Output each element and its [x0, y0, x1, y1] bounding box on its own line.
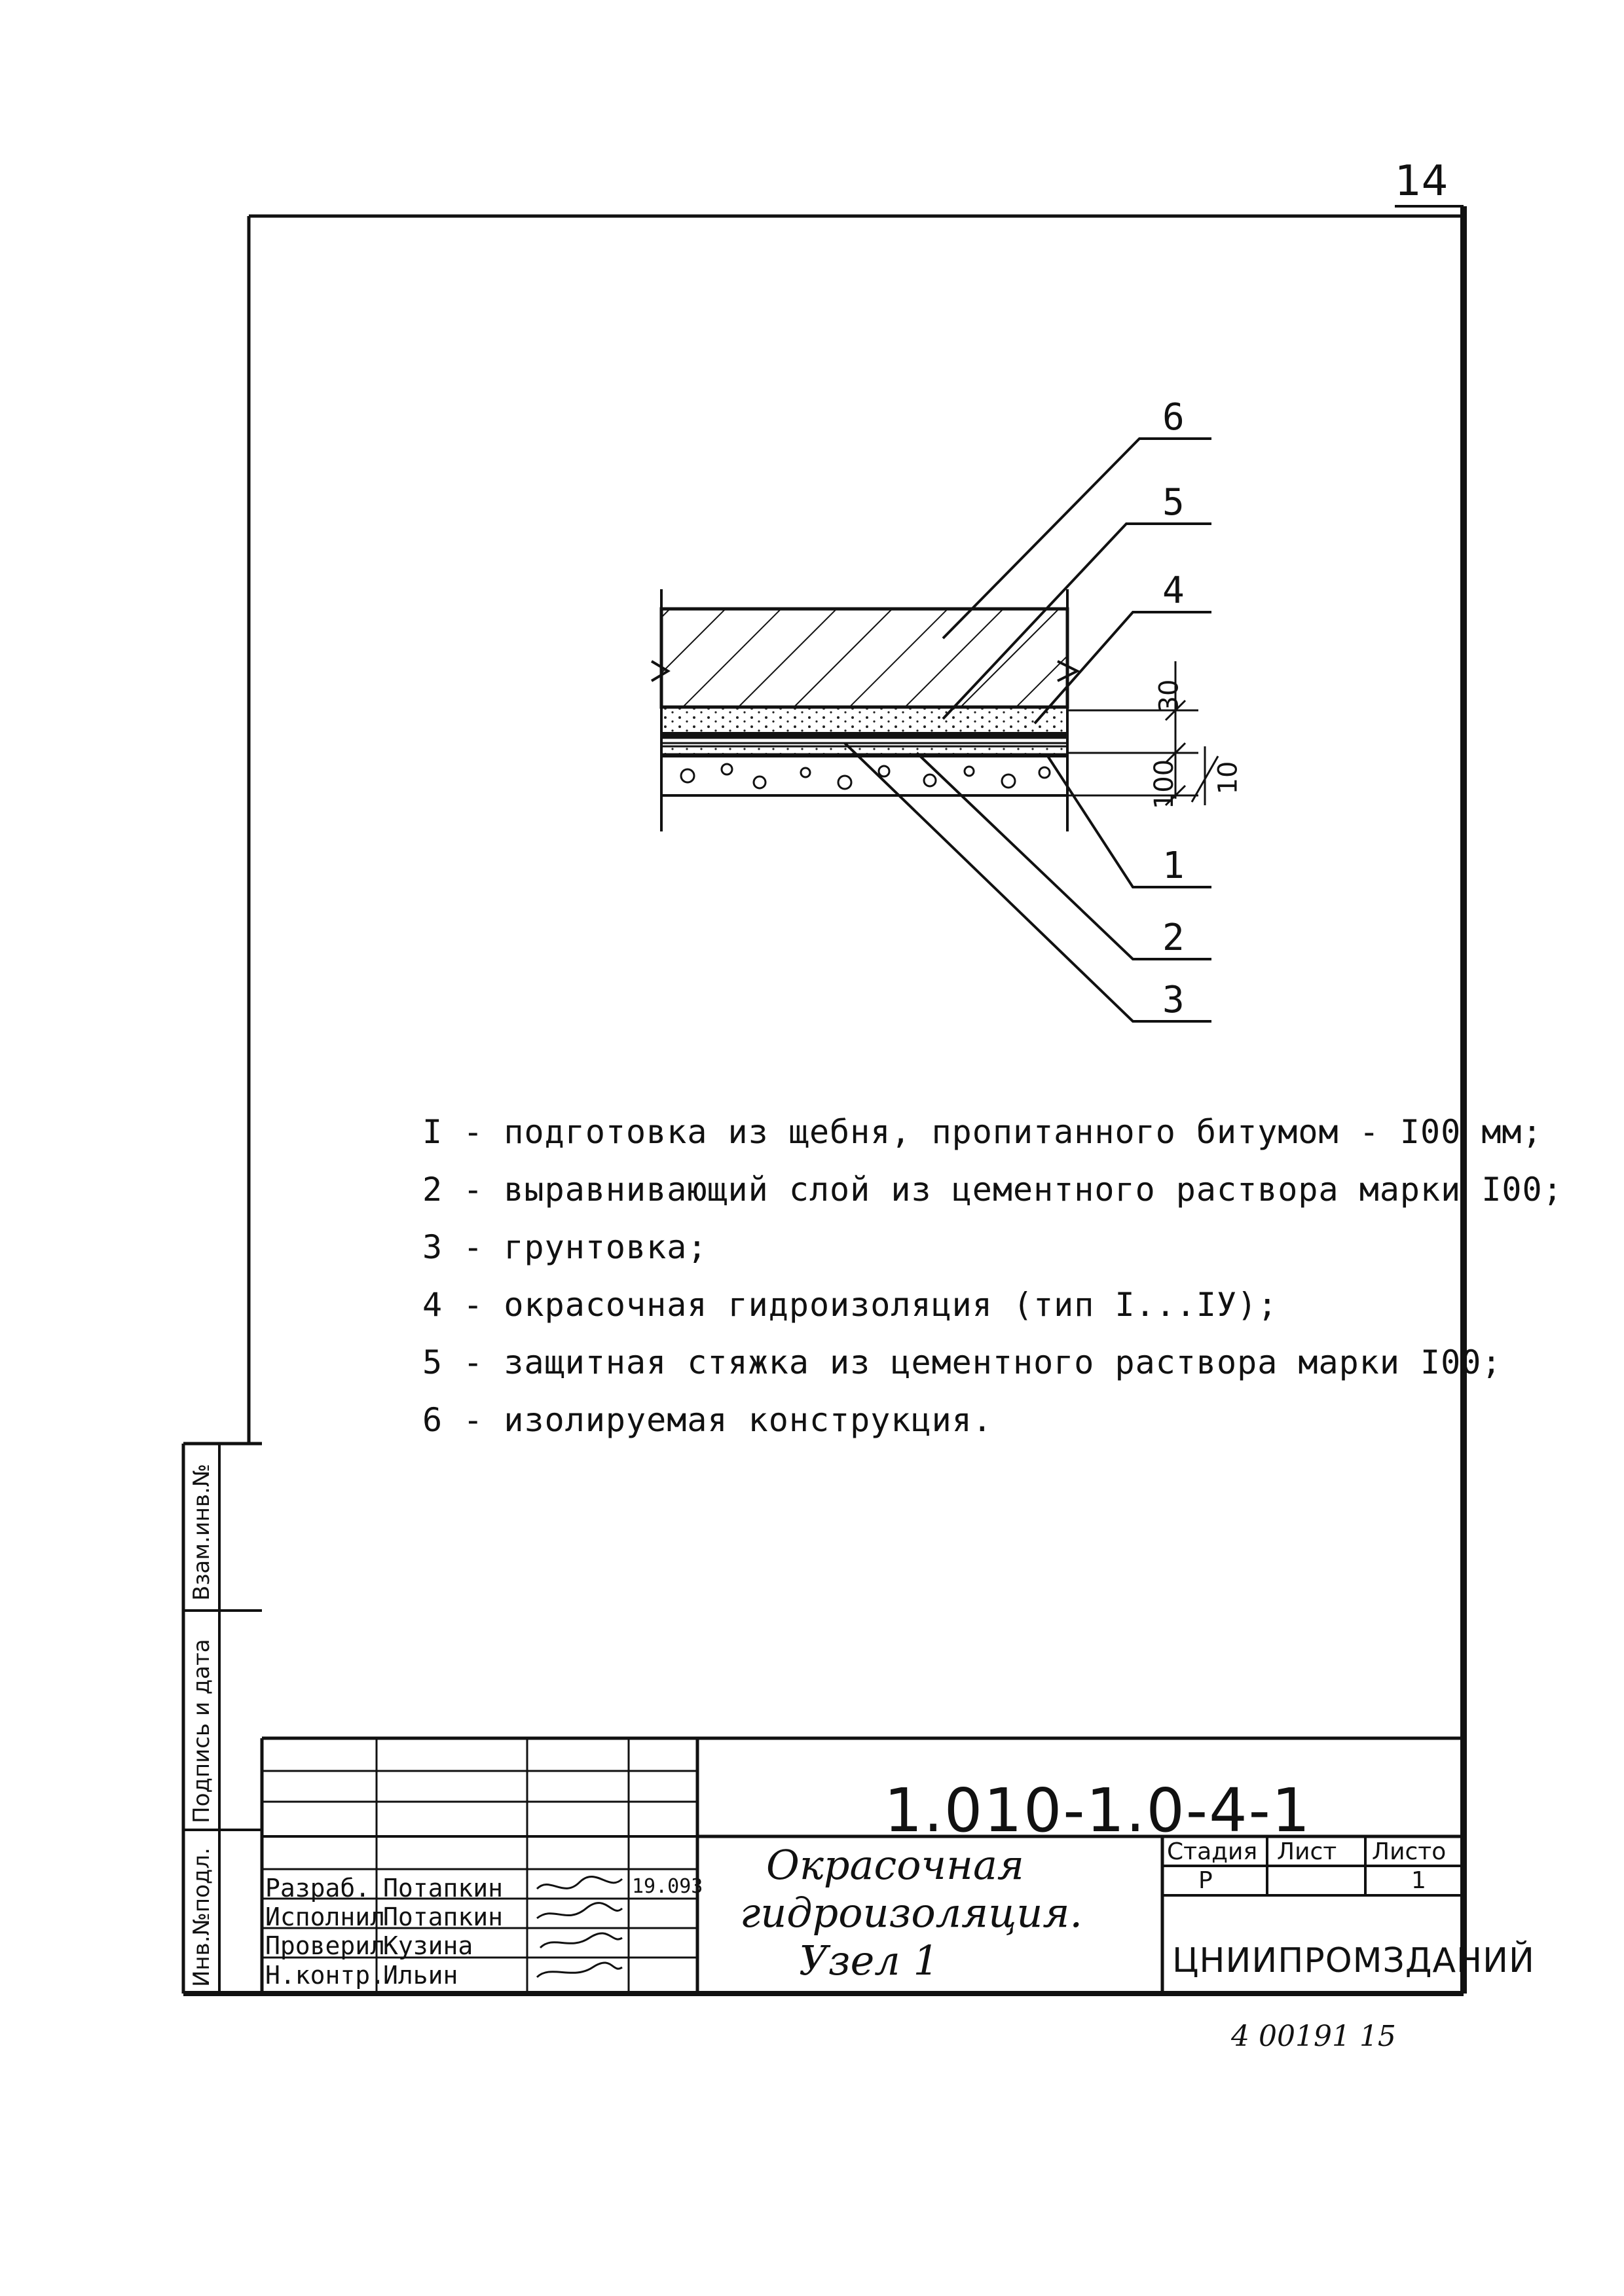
- legend-item: 4 - окрасочная гидроизоляция (тип I...IУ);: [422, 1286, 1278, 1324]
- side-label-original-inv: Инв.№подл.: [189, 1848, 215, 1987]
- layer-screed: [661, 707, 1067, 733]
- dim-leveling: 10: [1213, 761, 1244, 795]
- staff-date: 19.093: [632, 1875, 703, 1898]
- legend-item: 5 - защитная стяжка из цементного раствора марки I00;: [422, 1343, 1502, 1381]
- page-number: 14: [1395, 157, 1449, 206]
- callout-4: 4: [1162, 570, 1185, 612]
- layer-construction: [661, 609, 1067, 707]
- stage-header: Стадия: [1167, 1838, 1258, 1865]
- staff-role: Н.контр.: [265, 1961, 386, 1990]
- legend-item: 6 - изолируемая конструкция.: [422, 1401, 993, 1439]
- legend: [422, 1103, 1563, 1449]
- staff-name: Потапкин: [383, 1874, 504, 1903]
- staff-name: Ильин: [383, 1961, 458, 1990]
- signatures: [534, 1872, 625, 1990]
- sheet-header: Лист: [1277, 1838, 1337, 1865]
- callout-2: 2: [1162, 917, 1185, 959]
- stage-value: Р: [1198, 1867, 1213, 1894]
- title-line-2: гидроизоляция.: [740, 1889, 1083, 1937]
- staff-role: Проверил: [265, 1931, 386, 1960]
- dim-screed: 30: [1154, 679, 1185, 713]
- callout-3: 3: [1162, 979, 1185, 1021]
- legend-item: I - подготовка из щебня, пропитанного битумом - I00 мм;: [422, 1113, 1543, 1151]
- side-label-replaced-inv: Взам.инв.№: [189, 1463, 215, 1601]
- sheets-header: Листо: [1372, 1838, 1447, 1865]
- sheets-value: 1: [1411, 1867, 1426, 1894]
- staff-role: Исполнил: [265, 1903, 386, 1931]
- staff-name: Потапкин: [383, 1903, 504, 1931]
- title-line-1: Окрасочная: [766, 1841, 1024, 1889]
- organization-name: ЦНИИПРОМЗДАНИЙ: [1172, 1941, 1535, 1980]
- legend-item: 2 - выравнивающий слой из цементного раствора марки I00;: [422, 1171, 1563, 1209]
- layer-waterproofing: [661, 737, 1067, 754]
- staff-name: Кузина: [383, 1931, 473, 1960]
- title-line-3: Узел 1: [799, 1937, 939, 1984]
- callout-1: 1: [1162, 845, 1185, 887]
- legend-item: 3 - грунтовка;: [422, 1228, 708, 1266]
- callout-5: 5: [1162, 481, 1185, 524]
- side-label-signature-date: Подпись и дата: [189, 1639, 215, 1823]
- callout-6: 6: [1162, 396, 1185, 439]
- dim-base: 100: [1149, 759, 1180, 810]
- footer-archive-number: 4 00191 15: [1231, 2020, 1396, 2053]
- document-code: 1.010-1.0-4-1: [884, 1776, 1312, 1846]
- staff-role: Разраб.: [265, 1874, 371, 1903]
